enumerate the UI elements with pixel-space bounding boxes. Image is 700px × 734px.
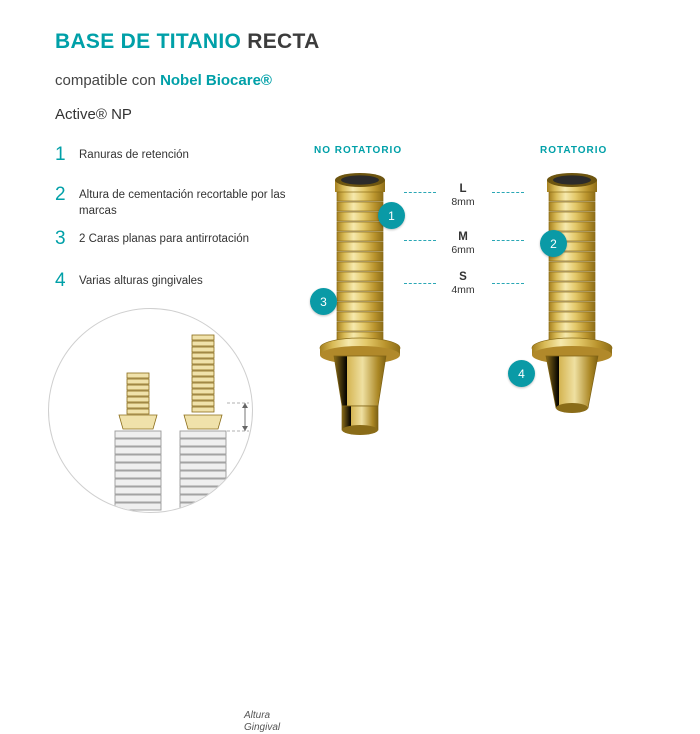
height-value: 4mm [451,284,475,297]
page-title [55,30,320,54]
gingival-height-line1: Altura [244,710,271,721]
feature-text: 2 Caras planas para antirrotación [79,233,250,245]
leader-line-l-left [404,192,436,193]
feature-item [55,270,305,291]
page-title-primary: BASE DE TITANIO [55,30,242,53]
callout-badge-4: 4 [508,360,535,387]
height-code: S [459,271,467,283]
model-line: Active® NP [55,106,132,123]
feature-item [55,184,305,219]
leader-line-m-right [492,240,524,241]
height-code: M [458,231,468,243]
callout-badge-1: 1 [378,202,405,229]
page-title-secondary: RECTA [247,30,320,53]
callout-badge-2: 2 [540,230,567,257]
feature-number: 3 [55,228,66,249]
compatibility-brand: Nobel Biocare® [160,72,272,89]
height-label-l [441,182,485,210]
implant-diagram-rotating [530,168,650,458]
compatibility-prefix: compatible con [55,72,161,89]
feature-text: Altura de cementación recortable por las marcas [79,189,286,217]
leader-line-s-left [404,283,436,284]
feature-item [55,144,305,165]
height-value: 8mm [451,196,475,209]
feature-number: 1 [55,144,66,165]
height-code: L [459,183,467,195]
feature-text: Ranuras de retención [79,149,189,161]
gingival-height-inset [48,308,281,733]
height-label-s [441,270,485,298]
feature-number: 2 [55,184,66,205]
feature-text: Varias alturas gingivales [79,275,203,287]
leader-line-s-right [492,283,524,284]
feature-item [55,228,305,249]
gingival-height-line2: Gingival [244,722,281,733]
section-heading-rotating: ROTATORIO [540,145,608,156]
height-label-m [441,230,485,258]
callout-badge-3: 3 [310,288,337,315]
height-value: 6mm [451,244,475,257]
leader-line-m-left [404,240,436,241]
inset-illustration [49,309,252,512]
compatibility-line [55,72,272,89]
leader-line-l-right [492,192,524,193]
inset-circle-frame [48,308,253,513]
gingival-height-label [244,710,280,734]
section-heading-non-rotating: NO ROTATORIO [314,145,403,156]
feature-number: 4 [55,270,66,291]
